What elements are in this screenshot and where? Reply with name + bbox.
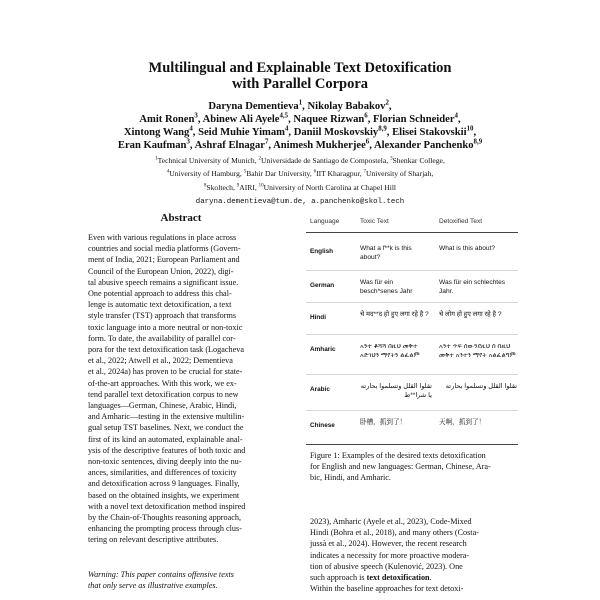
affiliation-mark: 1 bbox=[155, 156, 158, 162]
separator: , bbox=[192, 127, 199, 138]
author-affiliation-mark: 6 bbox=[364, 112, 368, 120]
affiliation-name: Shenkar College bbox=[392, 156, 443, 165]
separator: , bbox=[473, 127, 477, 138]
abstract-line: toxic language into a more neutral or non-toxic bbox=[88, 322, 243, 332]
abstract-line: with a novel text detoxification method inspired bbox=[88, 501, 246, 511]
abstract-line: et al., 2022; Atwell et al., 2022; Dementieva bbox=[88, 356, 233, 366]
abstract-line: first of its kind an automated, explainable anal- bbox=[88, 434, 243, 444]
author-affiliation-mark: 7 bbox=[264, 138, 269, 146]
table-rule bbox=[306, 374, 518, 375]
separator: , bbox=[386, 156, 391, 165]
abstract-line: One potential approach to address this chal- bbox=[88, 289, 232, 299]
separator: , bbox=[359, 169, 364, 178]
author-affiliation-mark: 3 bbox=[186, 138, 190, 146]
body-line: Hindi (Bohra et al., 2018), and many others (Costa- bbox=[310, 528, 479, 538]
separator: , bbox=[197, 114, 203, 125]
affiliation-name: University of Sharjah bbox=[365, 169, 432, 178]
figure-1-caption bbox=[310, 450, 518, 484]
row-detoxified-text: Was für ein schlechtes Jahr. bbox=[439, 279, 506, 295]
content-warning bbox=[88, 569, 274, 591]
table-rule-top bbox=[306, 232, 518, 233]
abstract-line: non-toxic sentences, diving deeply into the nu- bbox=[88, 457, 242, 467]
affiliation-name: IIT Kharagpur bbox=[316, 169, 360, 178]
abstract-line: tend parallel text detoxification corpus to new bbox=[88, 389, 239, 399]
row-language: Chinese bbox=[310, 422, 335, 429]
abstract-line: Even with various regulations in place across bbox=[88, 233, 237, 242]
affiliation-mark: 6 bbox=[313, 169, 317, 175]
affiliation-mark: 2 bbox=[258, 156, 261, 162]
author-affiliation-mark: 2 bbox=[385, 99, 389, 107]
author-affiliation-mark: 1 bbox=[298, 99, 303, 107]
body-line: tion of abusive speech (Kulenović, 2023). One bbox=[310, 561, 463, 571]
abstract-line: ances, similarities, and differences of toxicity bbox=[88, 468, 237, 478]
affiliation-mark: 4 bbox=[166, 169, 170, 175]
separator: , bbox=[232, 183, 237, 192]
abstract-line: et al., 2024a) has proven to be crucial for state- bbox=[88, 367, 243, 377]
author-line bbox=[0, 113, 600, 126]
affiliation-name: Bahir Dar University bbox=[246, 169, 310, 178]
affiliation-mark: 9 bbox=[236, 183, 240, 189]
author-name: Seid Muhie Yimam bbox=[198, 127, 285, 138]
author-affiliation-mark: 4 bbox=[284, 125, 289, 133]
row-language: Arabic bbox=[310, 386, 330, 393]
separator: , bbox=[268, 140, 274, 151]
row-toxic-text: Was für ein besch*senes Jahr bbox=[360, 279, 413, 295]
author-line bbox=[0, 100, 600, 113]
body-text: . bbox=[429, 573, 432, 583]
separator: , bbox=[302, 101, 308, 112]
affiliation-line bbox=[0, 156, 600, 166]
abstract-line: ysis of the descriptive features of both toxic and bbox=[88, 445, 246, 455]
caption-line: bic, Hindi, and Amharic. bbox=[310, 473, 391, 483]
body-line: indicates a necessity for more proactive modera- bbox=[310, 550, 470, 560]
body-line: Within the baseline approaches for text detoxi- bbox=[310, 584, 464, 594]
body-line bbox=[310, 572, 518, 583]
row-toxic-text: 卧槽，抓到了！ bbox=[360, 419, 407, 426]
header-detoxified-text: Detoxified Text bbox=[439, 218, 483, 225]
row-detoxified-text: 天啊，抓到了！ bbox=[439, 419, 486, 426]
affiliation-name: Universidade de Santiago de Compostela bbox=[260, 156, 387, 165]
table-rule bbox=[306, 334, 518, 335]
separator: , bbox=[431, 169, 434, 178]
author-affiliation-mark: 4 bbox=[454, 112, 458, 120]
affiliation-name: University of Hamburg bbox=[169, 169, 240, 178]
abstract-line: and Amharic—testing in the extensive multilin- bbox=[88, 412, 245, 422]
author-name: Xintong Wang bbox=[123, 127, 190, 138]
abstract-line: tering on relevant descriptive attributes. bbox=[88, 535, 219, 545]
abstract-line: by the Chain-of-Thoughts reasoning approach, bbox=[88, 513, 242, 523]
abstract-body bbox=[88, 232, 274, 546]
affiliation-mark: 7 bbox=[363, 169, 366, 175]
author-affiliation-mark: 4 bbox=[189, 125, 193, 133]
separator: , bbox=[189, 140, 195, 151]
row-language: German bbox=[310, 282, 335, 289]
row-toxic-text: चे मद**द हो हुए लगा रहे है ? bbox=[360, 311, 429, 318]
author-name: Florian Schneider bbox=[373, 114, 455, 125]
body-text-right bbox=[310, 516, 518, 594]
paper-title-line-1: Multilingual and Explainable Text Detoxification bbox=[148, 60, 452, 76]
affiliation-mark: 5 bbox=[243, 169, 247, 175]
separator: , bbox=[442, 156, 445, 165]
abstract-line: based on the obtained insights, we experiment bbox=[88, 490, 240, 500]
contact-emails: daryna.dementieva@tum.de, a.panchenko@skol.tech bbox=[195, 198, 405, 206]
author-name: Amit Ronen bbox=[139, 114, 195, 125]
affiliation-line bbox=[0, 183, 600, 193]
abstract-line: ment of India, 2021; European Parliament and bbox=[88, 255, 240, 265]
author-name: Daryna Dementieva bbox=[208, 101, 299, 112]
abstract-line: and detoxification across 9 languages. Finally, bbox=[88, 479, 240, 489]
table-rule bbox=[306, 270, 518, 271]
row-language: Hindi bbox=[310, 314, 326, 321]
separator: , bbox=[254, 183, 259, 192]
abstract-line: of-the-art approaches. With this work, we ex- bbox=[88, 378, 237, 388]
affiliation-name: Technical University of Munich bbox=[157, 156, 255, 165]
row-detoxified-text: चे लोग हो हुए लगा रहे है ? bbox=[439, 311, 502, 318]
author-affiliation-mark: 4,5 bbox=[279, 112, 289, 120]
author-name: Naquee Rizwan bbox=[293, 114, 365, 125]
author-name: Daniil Moskovskiy bbox=[293, 127, 379, 138]
separator: , bbox=[239, 169, 244, 178]
affiliation-name: AIRI bbox=[239, 183, 255, 192]
header-toxic-text: Toxic Text bbox=[360, 218, 389, 225]
author-name: Animesh Mukherjee bbox=[273, 140, 366, 151]
abstract-line: enhancing the prompting process through clus- bbox=[88, 524, 242, 534]
abstract-line: pora for the text detoxification task (Logacheva bbox=[88, 345, 244, 355]
paper-title-line-2: with Parallel Corpora bbox=[231, 76, 369, 92]
separator: , bbox=[288, 127, 294, 138]
author-affiliation-mark: 10 bbox=[466, 125, 474, 133]
abstract-line: style transfer (TST) approach that transforms bbox=[88, 311, 237, 321]
row-toxic-text: What a f**k is this about? bbox=[360, 245, 412, 261]
affiliation-mark: 3 bbox=[390, 156, 393, 162]
caption-line: Figure 1: Examples of the desired texts detoxification bbox=[310, 451, 486, 460]
separator: , bbox=[369, 140, 374, 151]
row-toxic-text: አንተ ቆሻሻ በዚህ መቅተ አድገህን ማየትን ልፈልም bbox=[360, 343, 420, 359]
author-name: Eran Kaufman bbox=[117, 140, 187, 151]
author-name: Ashraf Elnagar bbox=[194, 140, 265, 151]
warning-line: Warning: This paper contains offensive texts bbox=[88, 570, 234, 579]
author-name: Nikolay Babakov bbox=[307, 101, 386, 112]
affiliation-name: Skoltech bbox=[206, 183, 233, 192]
row-detoxified-text: አንተ ጥፍ ሰውንደዚህ ሰ በዚህ መቅተ አንተን ማየት አልፈልግም bbox=[439, 343, 516, 359]
abstract-line: languages—German, Chinese, Arabic, Hindi, bbox=[88, 401, 237, 411]
separator: , bbox=[457, 114, 461, 125]
abstract-line: countries and social media platforms (Govern- bbox=[88, 244, 241, 254]
author-line bbox=[0, 126, 600, 139]
abstract-line: Council of the European Union, 2022), digi- bbox=[88, 266, 234, 276]
author-affiliation-mark: 6 bbox=[365, 138, 370, 146]
affiliation-line bbox=[0, 169, 600, 179]
row-detoxified-text: تقلوا القلل وتسلموا بحارته bbox=[445, 383, 517, 390]
emphasis-text-detoxification: text detoxification bbox=[366, 573, 430, 583]
row-detoxified-text: What is this about? bbox=[439, 245, 496, 252]
caption-line: for English and new languages: German, Chinese, Ara- bbox=[310, 462, 491, 472]
separator: , bbox=[254, 156, 259, 165]
abstract-line: gual setup TST baselines. Next, we conduct the bbox=[88, 423, 244, 433]
header-language: Language bbox=[310, 218, 340, 225]
row-language: English bbox=[310, 248, 334, 255]
body-line: 2023), Amharic (Ayele et al., 2023), Code-Mixed bbox=[310, 517, 472, 526]
body-text: such approach is bbox=[310, 573, 367, 583]
author-line bbox=[0, 139, 600, 152]
affiliation-mark: 8 bbox=[203, 183, 207, 189]
warning-line: that only serve as illustrative examples. bbox=[88, 581, 218, 591]
abstract-line: form. To date, the availability of parallel cor- bbox=[88, 333, 236, 343]
affiliation-name: University of North Carolina at Chapel Hill bbox=[263, 183, 397, 192]
table-rule-bottom bbox=[306, 444, 518, 445]
table-rule bbox=[306, 410, 518, 411]
separator: , bbox=[288, 114, 294, 125]
affiliation-mark: 10 bbox=[258, 183, 264, 189]
author-affiliation-mark: 3 bbox=[194, 112, 198, 120]
author-name: Abinew Ali Ayele bbox=[202, 114, 280, 125]
row-toxic-text: تقلوا القلل وتسلموا بحارته يا شرا**ط bbox=[360, 383, 432, 399]
author-affiliation-mark: 8,9 bbox=[473, 138, 483, 146]
separator: , bbox=[388, 101, 392, 112]
abstract-line: tal abusive speech remains a significant issue. bbox=[88, 277, 239, 287]
separator: , bbox=[386, 127, 393, 138]
abstract-heading: Abstract bbox=[160, 212, 202, 224]
author-name: Alexander Panchenko bbox=[373, 140, 474, 151]
author-affiliation-mark: 8,9 bbox=[378, 125, 387, 133]
separator: , bbox=[309, 169, 314, 178]
author-name: Elisei Stakovskii bbox=[392, 127, 467, 138]
abstract-line: lenge is automatic text detoxification, a text bbox=[88, 300, 232, 310]
separator: , bbox=[367, 114, 374, 125]
row-language: Amharic bbox=[310, 346, 336, 353]
table-rule bbox=[306, 302, 518, 303]
body-line: jussà et al., 2024). However, the recent research bbox=[310, 539, 467, 549]
